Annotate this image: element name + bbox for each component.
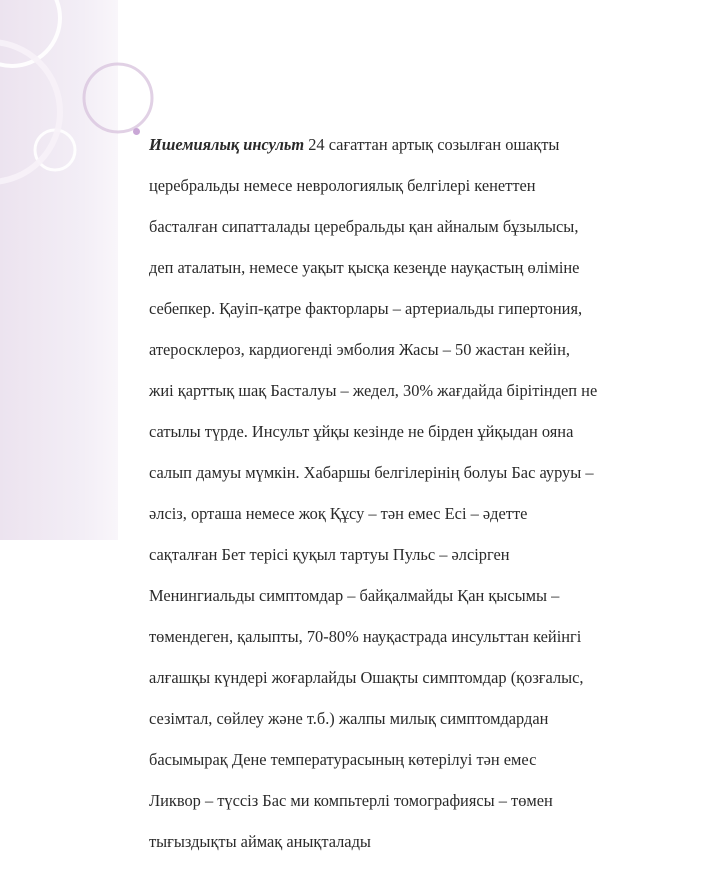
body-line: Менингиальды симптомдар – байқалмайды Қан қысымы – [149,585,560,605]
body-line: сатылы түрде. Инсульт ұйқы кезінде не бірден ұйқыдан ояна [149,421,574,441]
body-line: салып дамуы мүмкін. Хабаршы белгілерінің болуы Бас ауруы – [149,462,594,482]
body-line: төмендеген, қалыпты, 70-80% науқастрада инсульттан кейінгі [149,626,582,646]
body-line: басымырақ Дене температурасының көтерілуі тән емес [149,749,537,769]
body-line: тығыздықты аймақ анықталады [149,831,371,851]
body-line: сақталған Бет терісі қуқыл тартуы Пульс – әлсірген [149,544,510,564]
body-line: Ликвор – түссіз Бас ми компьтерлі томографиясы – төмен [149,790,553,810]
body-line: атеросклероз, кардиогенді эмболия Жасы – 50 жастан кейін, [149,339,570,359]
body-line: себепкер. Қауіп-қатре факторлары – артериальды гипертония, [149,298,583,318]
slide-body-text [149,114,705,873]
bullet-icon [133,128,140,135]
body-line: жиі қарттық шақ Басталуы – жедел, 30% жағдайда бірітіндеп не [149,380,598,400]
body-line: церебральды немесе неврологиялық белгілері кенеттен [149,175,536,195]
body-line: сезімтал, сөйлеу және т.б.) жалпы милық симптомдардан [149,708,549,728]
ring-middle [84,64,152,132]
body-line: деп аталатын, немесе уақыт қысқа кезеңде науқастың өліміне [149,257,580,277]
body-line: басталған сипатталады церебральды қан айналым бұзылысы, [149,216,579,236]
body-line: алғашқы күндері жоғарлайды Ошақты симптомдар (қозғалыс, [149,667,584,687]
slide-heading: Ишемиялық инсульт [149,134,305,154]
first-line [149,135,705,156]
body-line: әлсіз, орташа немесе жоқ Құсу – тән емес Есі – әдетте [149,503,528,523]
body-line: 24 сағаттан артық созылған ошақты [304,134,560,154]
decorative-rings [0,0,160,540]
